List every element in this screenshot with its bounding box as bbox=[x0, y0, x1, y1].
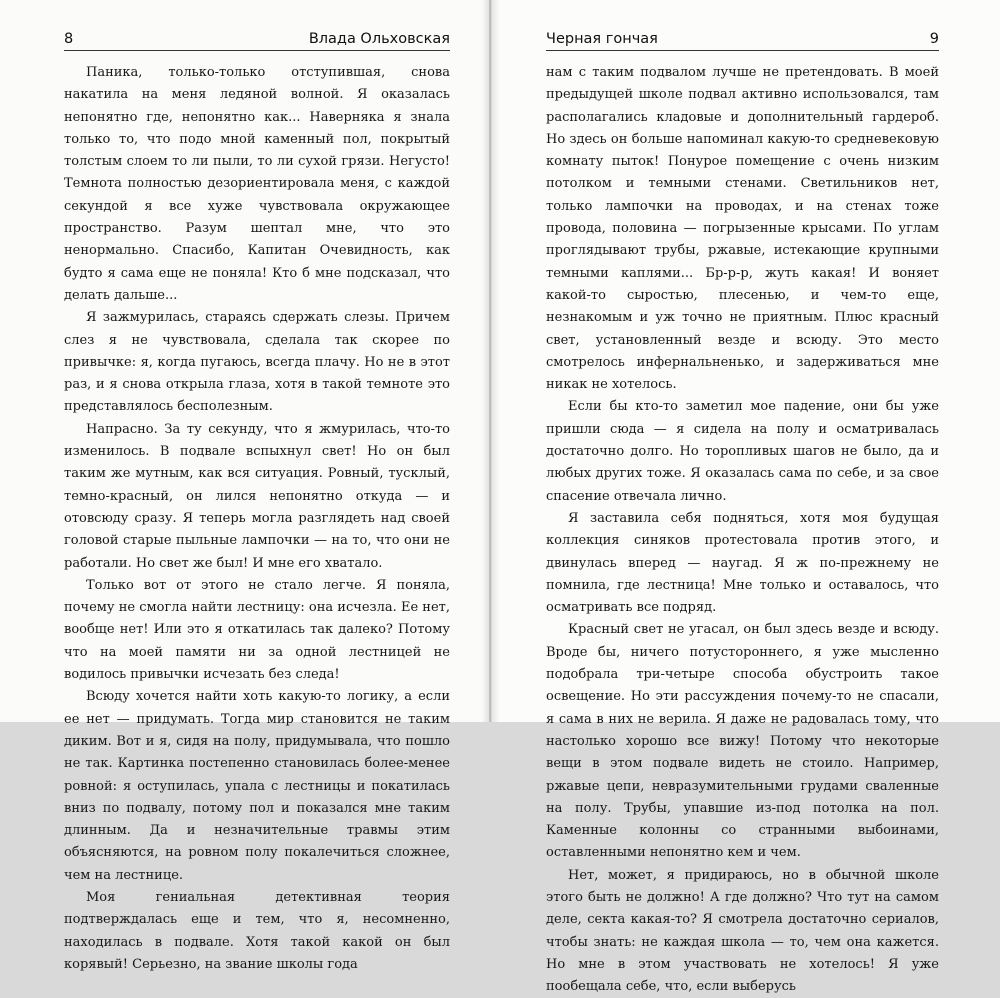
right-page-header bbox=[546, 29, 939, 51]
paragraph: Я зажмурилась, стараясь сдержать слезы. Причем слез я не чувствовала, сделала так скорее по привычке: я, когда пугаюсь, всегда плачу. Но не в этот раз, и я снова открыла глаза, хотя в такой темноте это представлялось бесполезным. bbox=[64, 310, 450, 415]
left-page bbox=[0, 0, 489, 972]
page-number-right: 9 bbox=[929, 31, 939, 47]
paragraph: Моя гениальная детективная теория подтверждалась еще и тем, что я, несомненно, находилась в подвале. Хотя такой какой он был корявый! Серьезно, на звание школы года bbox=[64, 889, 450, 972]
right-page-body bbox=[546, 62, 939, 998]
paragraph: Я заставила себя подняться, хотя моя будущая коллекция синяков протестовала против этого, и двинулась вперед — наугад. Я ж по-прежнему не помнила, где лестница! Мне только и оставалось, что осматривать все подряд. bbox=[546, 510, 939, 616]
header-rule-right bbox=[546, 50, 939, 51]
paragraph: Нет, может, я придираюсь, но в обычной школе этого быть не должно! А где должно? Что тут на самом деле, секта какая-то? Я смотрела достаточно сериалов, чтобы знать: не каждая школа — то, чем она кажется. Но мне в этом участвовать не хотелось! Я уже пообещала себе, что, если выберусь bbox=[546, 867, 939, 995]
paragraph: Паника, только-только отступившая, снова накатила на меня ледяной волной. Я оказалась непонятно где, непонятно как... Наверняка я знала только то, что подо мной каменный пол, покрытый толстым слоем то ли пыли, то ли сухой грязи. Негусто! Темнота полностью дезориентировала меня, с каждой секундой я все хуже чувствовала окружающее пространство. Разум шептал мне, что это ненормально. Спасибо, Капитан Очевидность, как будто я сама еще не поняла! Кто б мне подсказал, что делать дальше... bbox=[64, 65, 450, 303]
right-page bbox=[491, 0, 1000, 995]
running-head-title: Черная гончая bbox=[546, 31, 658, 47]
paragraph: Только вот от этого не стало легче. Я поняла, почему не смогла найти лестницу: она исчезла. Ее нет, вообще нет! Или это я откатилась так далеко? Потому что на моей памяти ни за одной лестницей не водилось привычки исчезать без следа! bbox=[64, 577, 450, 683]
paragraph: Красный свет не угасал, он был здесь везде и всюду. Вроде бы, ничего потустороннего, я уже мысленно подобрала три-четыре способа обустроить такое освещение. Но эти рассуждения почему-то не спасали, я сама в них не верила. Я даже не радовалась тому, что настолько хорошо все вижу! Потому что некоторые вещи в этом подвале видеть не стоило. Например, ржавые цепи, невразумительными грудами сваленные на полу. Трубы, упавшие из-под потолка на пол. Каменные колонны со странными выбоинами, оставленными непонятно кем и чем. bbox=[546, 622, 939, 861]
paragraph: Если бы кто-то заметил мое падение, они бы уже пришли сюда — я сидела на полу и осматривалась достаточно долго. Но торопливых шагов не было, да и любых других тоже. Я оказалась сама по себе, и за свое спасение отвечала лично. bbox=[546, 399, 939, 504]
page-number-left: 8 bbox=[64, 31, 74, 47]
paragraph-continued: нам с таким подвалом лучше не претендовать. В моей предыдущей школе подвал активно использовался, там располагались кладовые и дополнительный гардероб. Но здесь он больше напоминал какую-то средневековую комнату пыток! Понурое помещение с очень низким потолком и темными стенами. Светильников нет, только лампочки на проводах, и на стенах тоже провода, половина — погрызенные крысами. По углам проглядывают трубы, ржавые, истекающие крупными темными каплями... Бр-р-р, жуть какая! И воняет какой-то сыростью, плесенью, и чем-то еще, незнакомым и уж точно не приятным. Плюс красный свет, установленный везде и всюду. Это место смотрелось инфернальненько, и задерживаться мне никак не хотелось. bbox=[546, 65, 939, 393]
header-rule-left bbox=[64, 50, 450, 51]
paragraph: Всюду хочется найти хоть какую-то логику, а если ее нет — придумать. Тогда мир становится не таким диким. Вот и я, сидя на полу, придумывала, что пошло не так. Картинка постепенно становилась более-менее ровной: я оступилась, упала с лестницы и покатилась вниз по подвалу, потому пол и показался мне таким длинным. Да и незначительные травмы этим объясняются, на ровном полу покалечиться сложнее, чем на лестнице. bbox=[64, 689, 450, 883]
running-head-author: Влада Ольховская bbox=[308, 31, 450, 47]
paragraph: Напрасно. За ту секунду, что я жмурилась, что-то изменилось. В подвале вспыхнул свет! Но он был таким же мутным, как вся ситуация. Ровный, тусклый, темно-красный, он лился непонятно откуда — и отовсюду сразу. Я теперь могла разглядеть над своей головой старые пыльные лампочки — на то, что они не работали. Но свет же был! И мне его хватало. bbox=[64, 421, 450, 571]
left-page-body bbox=[64, 62, 450, 976]
book-gutter-shadow bbox=[482, 0, 500, 722]
left-page-header bbox=[64, 29, 450, 51]
